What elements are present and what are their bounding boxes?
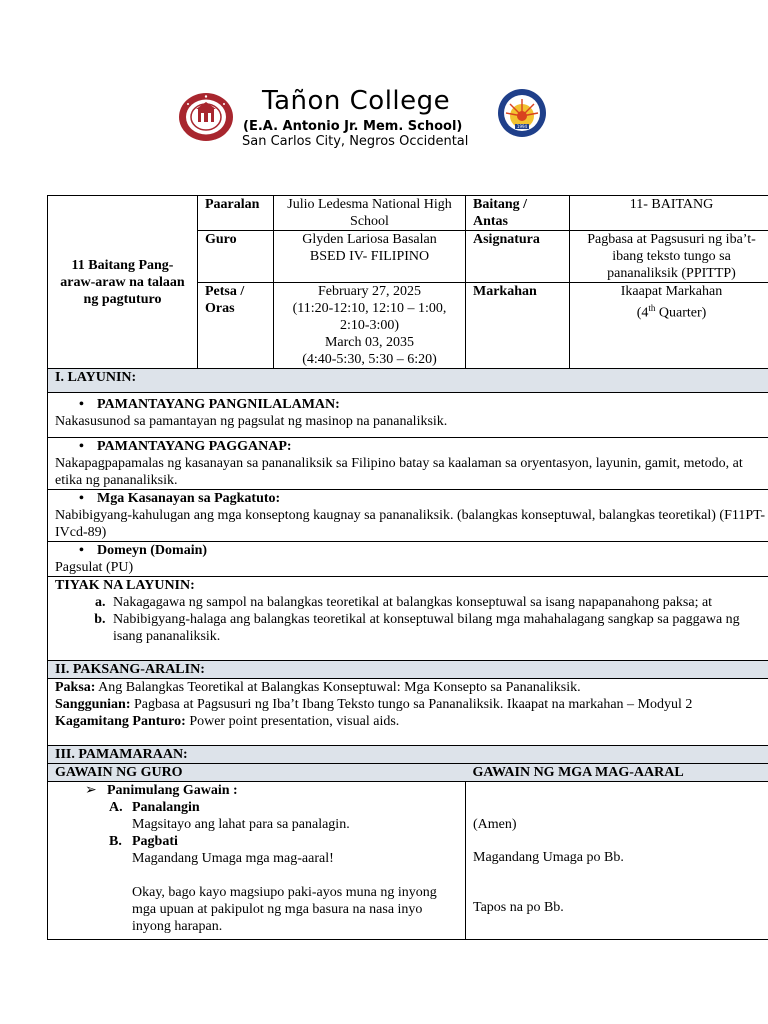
baitang-label: Baitang / Antas <box>466 196 570 231</box>
quarter-suffix: th <box>648 303 656 313</box>
petsa-line: (4:40-5:30, 5:30 – 6:20) <box>302 352 437 367</box>
kasanayan-text: Nabibigyang-kahulugan ang mga konseptong kaugnay sa pananaliksik. (balangkas konseptuwal, balangkas teoretikal) (F11PT-IVcd-89) <box>55 508 766 540</box>
pangnilalaman-title <box>55 396 766 413</box>
step-a-text: Magsitayo ang lahat para sa panalagin. <box>132 817 350 832</box>
section-pamamaraan-row <box>48 746 768 764</box>
paksa-text: Ang Balangkas Teoretikal at Balangkas Konseptuwal: Mga Konsepto sa Pananaliksik. <box>95 680 581 695</box>
step-b-title-text: Pagbati <box>132 834 178 849</box>
paaralan-label: Paaralan <box>198 196 274 231</box>
petsa-line: (11:20-12:10, 12:10 – 1:00, 2:10-3:00) <box>292 301 447 333</box>
sanggunian-text: Pagbasa at Pagsusuri ng Iba’t Ibang Teksto tungo sa Pananaliksik. Ikaapat na markahan – Modyul 2 <box>130 697 693 712</box>
guro-course: BSED IV- FILIPINO <box>309 249 430 264</box>
tiyak-item: a. Nakagagawa ng sampol na balangkas teoretikal at balangkas konseptuwal sa isang napapanahong paksa; at <box>109 594 766 611</box>
markahan-value <box>570 283 768 369</box>
tiyak-item: b. Nabibigyang-halaga ang balangkas teoretikal at konseptuwal bilang mga mahahalagang sangkap sa paggawa ng isang pananaliksik. <box>109 611 766 645</box>
ched-seal-year: 1994 <box>516 124 528 129</box>
domeyn-text: Pagsulat (PU) <box>55 560 134 575</box>
kagamitan-text: Power point presentation, visual aids. <box>185 714 400 729</box>
step-b-text-1: Magandang Umaga mga mag-aaral! <box>132 851 334 866</box>
student-response-1: (Amen) <box>473 817 517 832</box>
sanggunian-line <box>55 696 766 713</box>
lesson-plan-table <box>47 195 768 940</box>
col-header-mag-aaral: GAWAIN NG MGA MAG-AARAL <box>466 764 768 782</box>
gawain-guro-cell <box>48 782 466 940</box>
baitang-value: 11- BAITANG <box>570 196 768 231</box>
paksa-line <box>55 679 766 696</box>
pangnilalaman-cell <box>48 393 768 438</box>
tiyak-row <box>48 577 768 661</box>
domeyn-title <box>55 542 766 559</box>
pagganap-title <box>55 438 766 455</box>
tiyak-cell <box>48 577 768 661</box>
panimula-title-text: Panimulang Gawain : <box>107 783 238 798</box>
lesson-lead-title: 11 Baitang Pang-araw-araw na talaan ng pagtuturo <box>48 196 198 369</box>
petsa-label: Petsa / Oras <box>198 283 274 369</box>
student-response-3: Tapos na po Bb. <box>473 900 564 915</box>
markahan-label: Markahan <box>466 283 570 369</box>
kagamitan-line <box>55 713 766 730</box>
guro-label: Guro <box>198 231 274 283</box>
step-b-text-2: Okay, bago kayo magsiupo paki-ayos muna ng inyong mga upuan at pakipulot ng mga basura na nasa inyo inyong harapan. <box>132 885 437 934</box>
domeyn-title-text: Domeyn (Domain) <box>97 543 208 558</box>
pagganap-row <box>48 438 768 490</box>
school-address: San Carlos City, Negros Occidental <box>242 134 469 149</box>
step-a-letter: A. <box>109 800 123 815</box>
pangnilalaman-text: Nakasusunod sa pamantayan ng pagsulat ng masinop na pananaliksik. <box>55 414 448 429</box>
section-heading-paksang-aralin: II. PAKSANG-ARALIN: <box>48 661 768 679</box>
panimula-title <box>55 782 458 799</box>
gawain-mag-aaral-cell <box>466 782 768 940</box>
section-heading-pamamaraan: III. PAMAMARAAN: <box>48 746 768 764</box>
petsa-line: February 27, 2025 <box>317 284 422 299</box>
document-header <box>0 86 768 156</box>
paksang-aralin-row <box>48 679 768 746</box>
sanggunian-label: Sanggunian: <box>55 697 131 712</box>
guro-name: Glyden Lariosa Basalan <box>302 232 437 247</box>
info-row-paaralan <box>48 196 768 231</box>
asignatura-label: Asignatura <box>466 231 570 283</box>
guro-value <box>274 231 466 283</box>
col-header-guro: GAWAIN NG GURO <box>48 764 466 782</box>
pagganap-text: Nakapagpapamalas ng kasanayan sa pananaliksik sa Filipino batay sa kaalaman sa oryentasyon, layunin, gamit, metodo, at etika ng pananaliksik. <box>55 456 743 488</box>
asignatura-value: Pagbasa at Pagsusuri ng iba’t- ibang teksto tungo sa pananaliksik (PPITTP) <box>570 231 768 283</box>
gawain-row <box>48 782 768 940</box>
college-name: Tañon College <box>262 86 451 116</box>
kasanayan-cell <box>48 490 768 542</box>
pagganap-title-text: PAMANTAYANG PAGGANAP: <box>97 439 292 454</box>
ched-seal-icon <box>497 88 547 138</box>
quarter-word: Quarter) <box>655 305 707 321</box>
tiyak-title: TIYAK NA LAYUNIN: <box>55 578 195 593</box>
school-name: (E.A. Antonio Jr. Mem. School) <box>243 119 463 134</box>
markahan-quarter <box>577 300 766 322</box>
pangnilalaman-title-text: PAMANTAYANG PANGNILALAMAN: <box>97 397 340 412</box>
step-a-title <box>55 799 458 816</box>
quarter-number: (4 <box>636 305 649 321</box>
domeyn-row <box>48 542 768 577</box>
paksa-label: Paksa: <box>55 680 96 695</box>
paaralan-value: Julio Ledesma National High School <box>274 196 466 231</box>
kasanayan-title-text: Mga Kasanayan sa Pagkatuto: <box>97 491 281 506</box>
paksang-aralin-cell <box>48 679 768 746</box>
petsa-value <box>274 283 466 369</box>
kagamitan-label: Kagamitang Panturo: <box>55 714 186 729</box>
markahan-text: Ikaapat Markahan <box>620 284 723 299</box>
gawain-header-row <box>48 764 768 782</box>
college-seal-icon <box>178 92 234 142</box>
step-a-title-text: Panalangin <box>132 800 200 815</box>
pagganap-cell <box>48 438 768 490</box>
pangnilalaman-row <box>48 393 768 438</box>
tiyak-list <box>55 594 766 645</box>
kasanayan-title <box>55 490 766 507</box>
section-paksang-aralin-row <box>48 661 768 679</box>
section-layunin-row <box>48 369 768 393</box>
step-b-title <box>55 833 458 850</box>
petsa-line: March 03, 2035 <box>324 335 415 350</box>
step-b-letter: B. <box>109 834 122 849</box>
domeyn-cell <box>48 542 768 577</box>
section-heading-layunin: I. LAYUNIN: <box>48 369 768 393</box>
kasanayan-row <box>48 490 768 542</box>
student-response-2: Magandang Umaga po Bb. <box>473 850 624 865</box>
